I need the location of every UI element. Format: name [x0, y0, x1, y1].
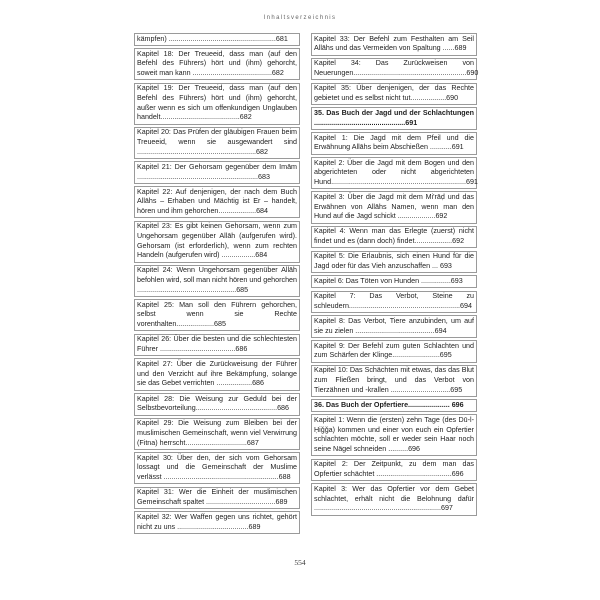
toc-entry[interactable]: Kapitel 6: Das Töten von Hunden ...............693	[311, 275, 477, 288]
toc-entry[interactable]: Kapitel 8: Das Verbot, Tiere anzubinden, um auf sie zu zielen ........................................694	[311, 315, 477, 338]
toc-entry[interactable]: kämpfen) ......................................................681	[134, 33, 300, 46]
toc-column-right	[311, 33, 477, 518]
toc-entry[interactable]: Kapitel 28: Die Weisung zur Geduld bei der Selbstbevorteilung.........................................686	[134, 393, 300, 416]
toc-book-heading[interactable]: 35. Das Buch der Jagd und der Schlachtungen ..............................................691	[311, 107, 477, 130]
toc-entry[interactable]: Kapitel 10: Das Schächten mit etwas, das das Blut zum Fließen bringt, und das Verbot von Tierzähnen und -krallen ..............................695	[311, 365, 477, 397]
toc-entry[interactable]: Kapitel 21: Der Gehorsam gegenüber dem Imām .............................................................683	[134, 161, 300, 184]
toc-entry[interactable]: Kapitel 2: Über die Jagd mit dem Bogen und den abgerichteten oder nicht abgerichteten Hund....................................................................691	[311, 157, 477, 189]
toc-entry[interactable]: Kapitel 25: Man soll den Führern gehorchen, selbst wenn sie Rechte vorenthalten...................685	[134, 299, 300, 331]
toc-entry[interactable]: Kapitel 19: Der Treueeid, dass man (auf den Befehl des Führers) hört und (ihm) gehorcht, außer wenn es sich um offenkundigen Unglauben handelt........................................682	[134, 83, 300, 125]
toc-entry[interactable]: Kapitel 24: Wenn Ungehorsam gegenüber Allāh befohlen wird, soll man nicht hören und gehorchen ..................................................685	[134, 265, 300, 297]
toc-entry[interactable]: Kapitel 27: Über die Zurückweisung der Führer und den Verzicht auf ihre Bekämpfung, solange sie das Gebet verrichten ..................686	[134, 358, 300, 390]
toc-entry[interactable]: Kapitel 34: Das Zurückweisen von Neuerungen.........................................................690	[311, 58, 477, 81]
toc-entry[interactable]: Kapitel 33: Der Befehl zum Festhalten am Seil Allāhs und das Vermeiden von Spaltung ......689	[311, 33, 477, 56]
toc-entry[interactable]: Kapitel 3: Wer das Opfertier vor dem Gebet schlachtet, erhält nicht die Belohnung dafür ................................................................697	[311, 483, 477, 515]
toc-entry[interactable]: Kapitel 29: Die Weisung zum Bleiben bei der muslimischen Gemeinschaft, wenn viel Verwirrung (Fitna) herrscht...............................687	[134, 418, 300, 450]
toc-entry[interactable]: Kapitel 35: Über denjenigen, der das Rechte gebietet und es selbst nicht tut..................690	[311, 83, 477, 106]
toc-entry[interactable]: Kapitel 7: Das Verbot, Steine zu schleudern........................................................694	[311, 291, 477, 314]
toc-entry[interactable]: Kapitel 4: Wenn man das Erlegte (zuerst) nicht findet und es (dann doch) findet...................692	[311, 226, 477, 249]
toc-entry[interactable]: Kapitel 22: Auf denjenigen, der nach dem Buch Allāhs – Erhaben und Mächtig ist Er – handelt, hören und ihm gehorchen...................684	[134, 186, 300, 218]
toc-entry[interactable]: Kapitel 30: Über den, der sich vom Gehorsam lossagt und die Gemeinschaft der Muslime verlässt ..........................................................688	[134, 452, 300, 484]
toc-entry[interactable]: Kapitel 1: Wenn die (ersten) zehn Tage (des Dū-l-Ḥiǧǧa) kommen und einer von euch ein Opfertier schlachten möchte, soll er weder sein Haar noch seine Nägel schneiden ..........696	[311, 414, 477, 456]
running-header: Inhaltsverzeichnis	[263, 15, 337, 21]
page-number: 554	[294, 558, 306, 567]
toc-entry[interactable]: Kapitel 9: Der Befehl zum guten Schlachten und zum Schärfen der Klinge........................695	[311, 340, 477, 363]
toc-entry[interactable]: Kapitel 32: Wer Waffen gegen uns richtet, gehört nicht zu uns ....................................689	[134, 511, 300, 534]
toc-entry[interactable]: Kapitel 20: Das Prüfen der gläubigen Frauen beim Treueeid, wenn sie ausgewandert sind ............................................................682	[134, 127, 300, 159]
toc-column-left	[134, 33, 300, 536]
toc-entry[interactable]: Kapitel 26: Über die besten und die schlechtesten Führer ......................................686	[134, 334, 300, 357]
toc-book-heading[interactable]: 36. Das Buch der Opfertiere..................... 696	[311, 399, 477, 412]
toc-entry[interactable]: Kapitel 31: Wer die Einheit der muslimischen Gemeinschaft spaltet ...................................689	[134, 487, 300, 510]
toc-entry[interactable]: Kapitel 5: Die Erlaubnis, sich einen Hund für die Jagd oder für das Vieh anzuschaffen ... 693	[311, 251, 477, 274]
toc-entry[interactable]: Kapitel 2: Der Zeitpunkt, zu dem man das Opfertier schächtet ......................................696	[311, 459, 477, 482]
toc-entry[interactable]: Kapitel 3: Über die Jagd mit dem Mi'rāḍ und das Erwähnen von Allāhs Namen, wenn man den Hund auf die Jagd schickt ...................692	[311, 191, 477, 223]
toc-entry[interactable]: Kapitel 18: Der Treueeid, dass man (auf den Befehl des Führers) hört und (ihm) gehorcht, soweit man kann ........................................682	[134, 48, 300, 80]
toc-entry[interactable]: Kapitel 23: Es gibt keinen Gehorsam, wenn zum Ungehorsam gegenüber Allāh (aufgerufen wird). Gehorsam (ist erforderlich), wenn zum rechten Handeln (aufgerufen wird) .................684	[134, 221, 300, 263]
toc-entry[interactable]: Kapitel 1: Die Jagd mit dem Pfeil und die Erwähnung Allāhs beim Abschießen ...........691	[311, 132, 477, 155]
